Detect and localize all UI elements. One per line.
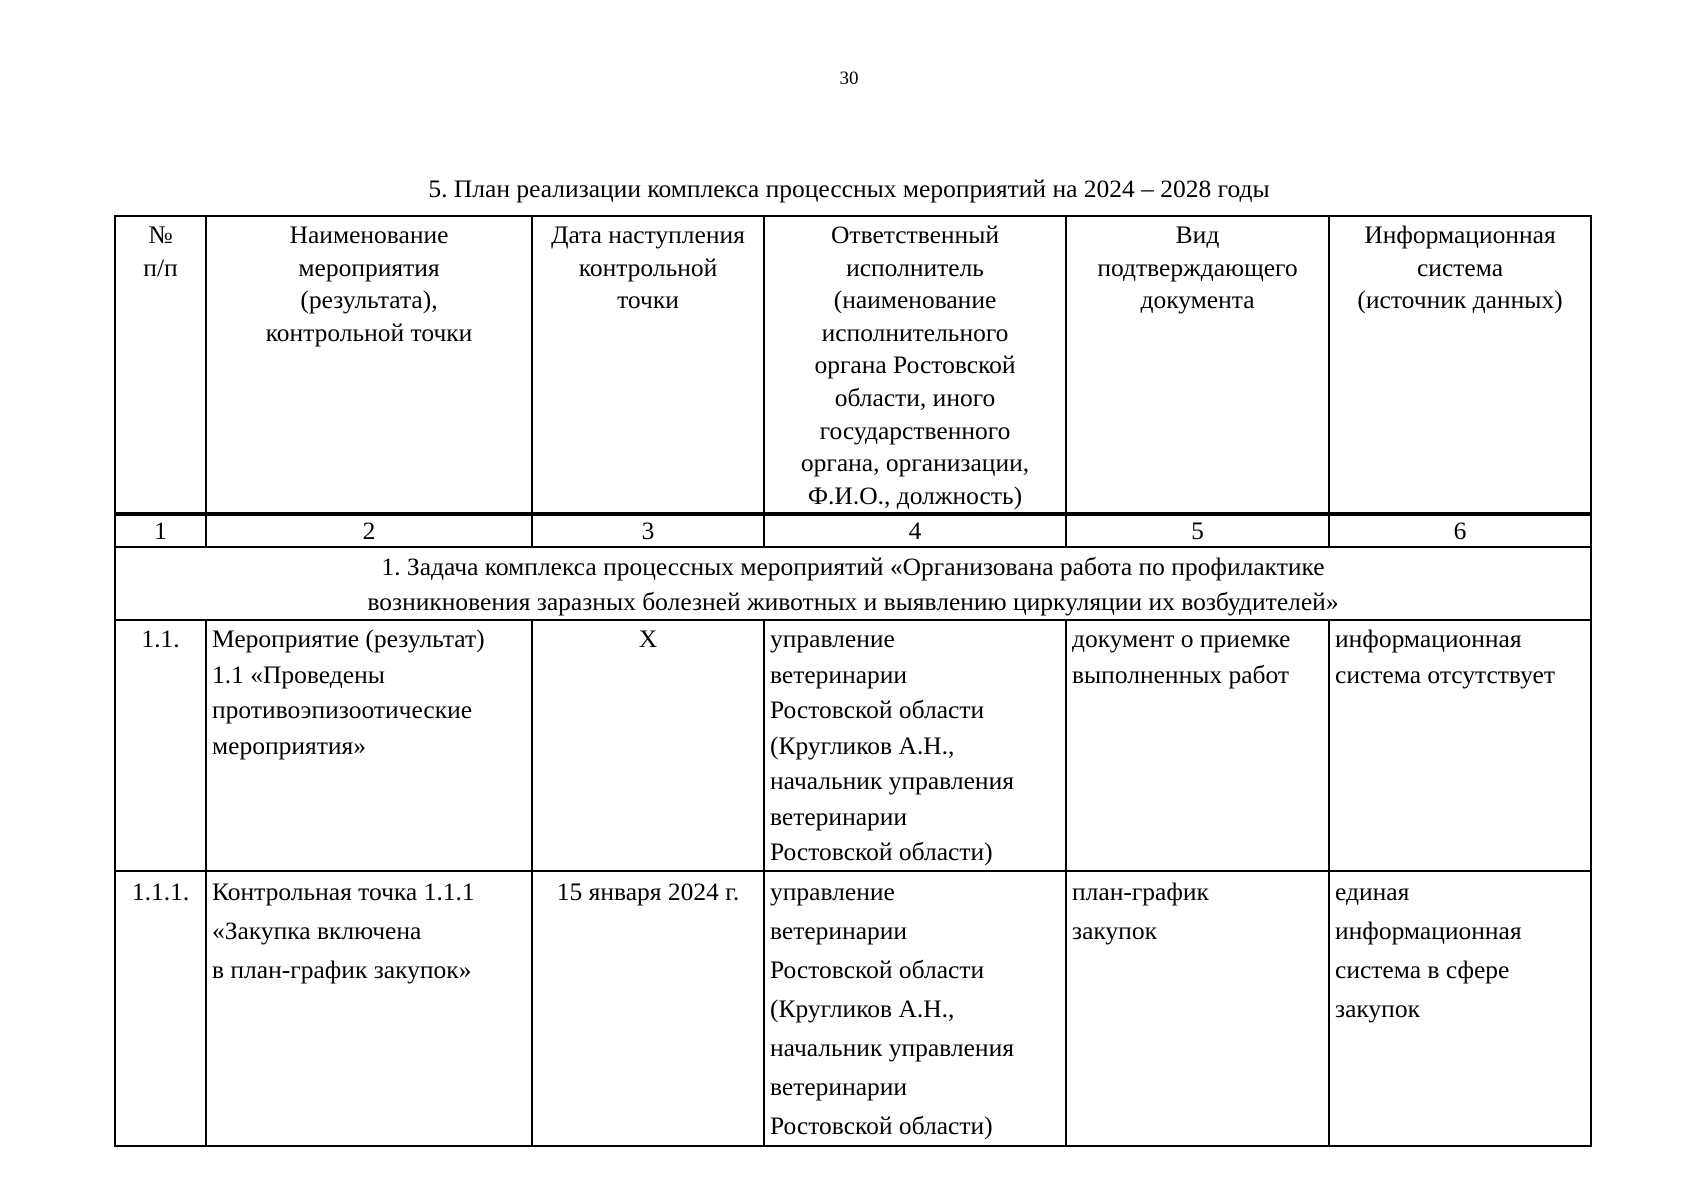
row-date-cell: X — [532, 620, 764, 871]
task-row — [115, 547, 1591, 620]
column-number-row — [115, 514, 1591, 547]
row-name-cell: Контрольная точка 1.1.1 «Закупка включена в план-график закупок» — [206, 871, 532, 1146]
row-name-cell: Мероприятие (результат) 1.1 «Проведены противоэпизоотические мероприятия» — [206, 620, 532, 871]
header-cell-name: Наименование мероприятия (результата), контрольной точки — [206, 216, 532, 514]
row-responsible-cell: управление ветеринарии Ростовской области (Кругликов А.Н., начальник управления ветеринарии Ростовской области) — [764, 620, 1066, 871]
column-number-cell: 4 — [764, 514, 1066, 547]
header-cell-document: Вид подтверждающего документа — [1066, 216, 1329, 514]
column-number-cell: 1 — [115, 514, 206, 547]
task-title-cell: 1. Задача комплекса процессных мероприятий «Организована работа по профилактике возникновения заразных болезней животных и выявлению циркуляции их возбудителей» — [115, 547, 1591, 620]
header-cell-system: Информационная система (источник данных) — [1329, 216, 1591, 514]
row-date-cell: 15 января 2024 г. — [532, 871, 764, 1146]
row-document-cell: документ о приемке выполненных работ — [1066, 620, 1329, 871]
header-cell-number: № п/п — [115, 216, 206, 514]
table-row — [115, 620, 1591, 871]
column-number-cell: 6 — [1329, 514, 1591, 547]
row-system-cell: единая информационная система в сфере закупок — [1329, 871, 1591, 1146]
plan-table — [114, 215, 1592, 1147]
row-number-cell: 1.1. — [115, 620, 206, 871]
table-row — [115, 871, 1591, 1146]
column-number-cell: 2 — [206, 514, 532, 547]
header-cell-responsible: Ответственный исполнитель (наименование исполнительного органа Ростовской области, иного государственного органа, организации, Ф.И.О., должность) — [764, 216, 1066, 514]
page-number: 30 — [839, 68, 859, 89]
column-number-cell: 5 — [1066, 514, 1329, 547]
header-cell-date: Дата наступления контрольной точки — [532, 216, 764, 514]
row-document-cell: план-график закупок — [1066, 871, 1329, 1146]
row-system-cell: информационная система отсутствует — [1329, 620, 1591, 871]
plan-title: 5. План реализации комплекса процессных мероприятий на 2024 – 2028 годы — [428, 174, 1270, 203]
row-number-cell: 1.1.1. — [115, 871, 206, 1146]
column-number-cell: 3 — [532, 514, 764, 547]
row-responsible-cell: управление ветеринарии Ростовской области (Кругликов А.Н., начальник управления ветеринарии Ростовской области) — [764, 871, 1066, 1146]
table-header-row — [115, 216, 1591, 514]
